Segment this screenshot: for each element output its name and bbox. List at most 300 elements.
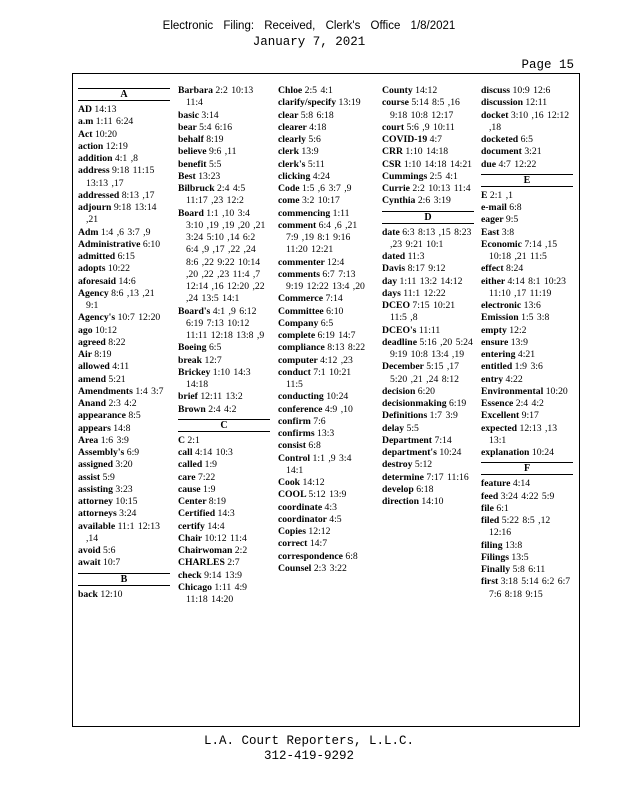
index-term: assigned — [78, 459, 113, 471]
index-entry — [481, 325, 573, 337]
index-term: Cummings — [382, 170, 428, 182]
index-term: back — [78, 588, 98, 600]
index-term: compliance — [278, 342, 325, 354]
page-line-refs: 6:10 — [326, 305, 344, 317]
index-term: first — [481, 576, 499, 588]
page-line-refs: 11:11 — [418, 324, 441, 336]
index-column-2 — [178, 85, 270, 606]
index-entry — [382, 386, 474, 398]
page-line-refs: 4:14 10:3 — [194, 447, 233, 458]
index-term: clarify/specify — [278, 97, 337, 109]
page-line-refs: 13:9 — [301, 146, 319, 158]
index-entry — [178, 134, 270, 146]
section-letter: D — [382, 211, 474, 224]
index-frame — [72, 73, 580, 727]
index-entry — [78, 288, 170, 313]
page-line-refs: 6:8 — [509, 202, 522, 213]
index-entry — [278, 134, 370, 146]
index-term: feature — [481, 478, 511, 490]
index-entry — [78, 190, 170, 202]
index-term: clear — [278, 109, 299, 121]
page-line-refs: 1:6 3:9 — [100, 434, 129, 446]
index-term: Amendments — [78, 385, 133, 397]
page-line-refs: 2:3 3:22 — [313, 562, 347, 574]
page-line-refs: 12:12 — [308, 526, 331, 537]
page-line-refs: 6:20 — [417, 385, 436, 397]
page-line-refs: 14:8 — [113, 422, 131, 434]
page-line-refs: 10:9 12:6 — [512, 85, 551, 96]
page-line-refs: 5:5 — [208, 158, 222, 170]
page-line-refs: 8:24 — [506, 263, 524, 275]
page-line-refs: 6:7 7:13 9:19 12:22 13:4 ,20 — [286, 268, 365, 292]
index-term: Boeing — [178, 342, 207, 354]
index-entry — [178, 146, 270, 158]
index-entry — [178, 391, 270, 403]
index-entry — [78, 276, 170, 288]
page-line-refs: 5:6 — [103, 545, 116, 556]
page-line-refs: 8:5 — [128, 410, 141, 422]
index-entry — [178, 208, 270, 306]
index-entry — [78, 312, 170, 324]
index-entry — [178, 582, 270, 607]
index-term: day — [382, 275, 398, 287]
page-line-refs: 5:5 — [406, 422, 419, 434]
index-entry — [178, 533, 270, 545]
index-entry — [178, 171, 270, 183]
page-line-refs: 10:20 — [545, 385, 568, 397]
index-term: Brown — [178, 403, 206, 415]
index-term: develop — [382, 483, 414, 495]
page-line-refs: 4:14 — [512, 478, 531, 490]
index-term: bear — [178, 121, 197, 133]
index-entry — [178, 367, 270, 392]
index-entry — [481, 503, 573, 515]
page-line-refs: 6:4 ,6 ,21 7:9 ,19 8:1 9:16 11:20 12:21 — [286, 219, 358, 256]
page-line-refs: 8:13 8:22 — [327, 342, 366, 354]
index-entry — [278, 293, 370, 305]
index-term: Assembly's — [78, 447, 125, 458]
index-term: direction — [382, 496, 419, 507]
page-line-refs: 4:18 — [309, 121, 327, 133]
index-term: deadline — [382, 336, 417, 348]
index-entry — [78, 398, 170, 410]
index-entry — [382, 410, 474, 422]
index-entry — [481, 337, 573, 349]
index-entry — [78, 589, 170, 601]
page-line-refs: 1:10 14:3 14:18 — [186, 366, 251, 390]
page-line-refs: 5:15 ,17 5:20 ,21 ,24 8:12 — [390, 361, 459, 385]
index-entry — [382, 85, 474, 97]
page-line-refs: 9:18 13:14 ,21 — [86, 202, 157, 226]
page-line-refs: 14:12 — [302, 477, 325, 488]
index-term: course — [382, 97, 409, 109]
index-term: ensure — [481, 336, 509, 348]
index-term: Department — [382, 434, 433, 446]
section-letter: B — [78, 573, 170, 586]
index-entry — [481, 374, 573, 386]
page-line-refs: 6:3 8:13 ,15 8:23 ,23 9:21 10:1 — [390, 226, 472, 250]
index-term: Brickey — [178, 366, 211, 378]
index-term: believe — [178, 146, 207, 158]
page-line-refs: 1:9 3:6 — [514, 361, 543, 373]
page-line-refs: 5:9 — [102, 471, 115, 483]
index-entry — [382, 134, 474, 146]
index-term: allowed — [78, 361, 110, 373]
page-line-refs: 13:5 — [511, 551, 529, 563]
page-line-refs: 1:5 ,6 3:7 ,9 — [301, 183, 352, 194]
index-term: avoid — [78, 545, 101, 556]
index-entry — [481, 85, 573, 97]
page-line-refs: 7:14 ,15 10:18 ,21 11:5 — [489, 238, 558, 262]
index-term: delay — [382, 422, 405, 434]
index-term: benefit — [178, 158, 207, 170]
page-line-refs: 6:19 14:7 — [317, 330, 356, 341]
page-line-refs: 9:18 11:15 13:13 ,17 — [86, 165, 155, 189]
index-entry — [178, 472, 270, 484]
index-term: computer — [278, 354, 318, 366]
page-line-refs: 9:6 ,11 — [208, 146, 237, 158]
index-term: discuss — [481, 85, 511, 96]
index-term: confirms — [278, 428, 315, 439]
index-term: Currie — [382, 183, 410, 194]
index-entry — [278, 110, 370, 122]
page-line-refs: 5:6 ,9 10:11 — [406, 121, 455, 133]
index-term: dated — [382, 251, 406, 262]
page-line-refs: 3:14 — [201, 109, 219, 121]
page-line-refs: 8:6 ,13 ,21 9:1 — [86, 287, 155, 311]
index-entry — [382, 276, 474, 288]
index-entry — [278, 146, 370, 158]
index-entry — [481, 447, 573, 459]
index-term: Emission — [481, 312, 519, 324]
index-entry — [178, 521, 270, 533]
index-term: available — [78, 520, 116, 532]
page-line-refs: 5:8 6:11 — [512, 564, 546, 575]
index-term: Agency — [78, 287, 109, 299]
index-entry — [382, 361, 474, 386]
index-term: days — [382, 287, 401, 299]
page-line-refs: 10:20 — [94, 128, 118, 140]
index-term: filed — [481, 515, 500, 526]
page-line-refs: 7:22 — [198, 471, 216, 483]
page-line-refs: 1:10 14:18 14:21 — [403, 158, 473, 170]
index-term: Committee — [278, 305, 324, 317]
index-term: basic — [178, 109, 199, 121]
index-term: assisting — [78, 483, 113, 495]
page-line-refs: 8:17 9:12 — [407, 263, 446, 275]
index-column-4 — [382, 85, 474, 508]
page-line-refs: 1:4 3:7 — [135, 385, 164, 397]
page-line-refs: 1:9 — [204, 459, 218, 471]
index-entry — [78, 349, 170, 361]
index-term: Economic — [481, 238, 522, 250]
index-term: COOL — [278, 489, 306, 501]
page-line-refs: 4:21 — [517, 349, 536, 360]
page-line-refs: 4:7 — [429, 134, 443, 145]
page-line-refs: 10:7 — [103, 557, 121, 569]
index-term: conference — [278, 403, 323, 415]
index-entry — [278, 85, 370, 97]
index-entry — [382, 263, 474, 275]
index-entry — [78, 239, 170, 251]
index-term: Environmental — [481, 385, 544, 397]
index-entry — [278, 183, 370, 195]
index-term: confirm — [278, 415, 311, 427]
index-term: Control — [278, 452, 311, 464]
page-line-refs: 14:4 — [207, 520, 225, 532]
page-line-refs: 5:6 — [308, 134, 321, 145]
index-term: comment — [278, 219, 317, 231]
page-line-refs: 5:8 6:18 — [300, 109, 334, 121]
page-line-refs: 5:22 8:5 ,12 12:16 — [489, 515, 551, 539]
index-term: decisionmaking — [382, 398, 447, 409]
page-line-refs: 6:9 — [126, 447, 140, 458]
index-entry — [78, 496, 170, 508]
index-term: C — [178, 434, 185, 446]
index-term: clerk's — [278, 158, 306, 170]
page-line-refs: 7:14 — [325, 293, 343, 305]
page-line-refs: 5:21 — [108, 373, 126, 385]
index-entry — [278, 453, 370, 478]
index-term: clearer — [278, 121, 307, 133]
index-term: coordinator — [278, 513, 327, 525]
index-term: adopts — [78, 263, 106, 275]
section-letter: F — [481, 462, 573, 475]
index-entry — [278, 159, 370, 171]
page-line-refs: 6:5 — [208, 342, 222, 354]
page-line-refs: 11:1 12:22 — [403, 287, 446, 299]
index-entry — [278, 440, 370, 452]
reporter-company: L.A. Court Reporters, L.L.C. — [203, 734, 415, 748]
index-entry — [78, 423, 170, 435]
index-term: docketed — [481, 134, 519, 145]
index-entry — [278, 563, 370, 575]
filing-stamp: Electronic Filing: Received, Clerk's Office 1/8/2021 — [162, 20, 456, 32]
index-term: date — [382, 226, 400, 238]
index-term: aforesaid — [78, 275, 117, 287]
page-line-refs: 1:1 ,10 3:4 3:10 ,19 ,19 ,20 ,21 3:24 5:10 ,14 6:2 6:4 ,9 ,17 ,22 ,24 8:6 ,22 9:22 10:14 ,20 ,22 ,23 11:4 ,7 12:14 ,16 12:20 ,22 ,24 13:5 14:1 — [186, 207, 266, 305]
page-line-refs: 2:4 4:2 — [208, 403, 237, 415]
page-line-refs: 4:9 ,10 — [324, 403, 353, 415]
index-term: certify — [178, 520, 205, 532]
index-entry — [178, 508, 270, 520]
section-letter: E — [481, 174, 573, 187]
index-entry — [278, 367, 370, 392]
index-entry — [178, 183, 270, 208]
index-term: E — [481, 189, 488, 201]
index-entry — [278, 208, 370, 220]
page-line-refs: 12:4 — [327, 256, 345, 268]
index-term: department's — [382, 447, 437, 458]
index-entry — [78, 410, 170, 422]
index-term: Chairwoman — [178, 545, 233, 556]
page-line-refs: 13:3 — [317, 428, 335, 439]
page-line-refs: 12:10 — [100, 588, 123, 600]
page-line-refs: 8:13 ,17 — [121, 189, 155, 201]
index-entry — [178, 159, 270, 171]
index-term: COVID-19 — [382, 134, 428, 145]
index-entry — [382, 146, 474, 158]
page-line-refs: 14:12 — [415, 85, 438, 96]
index-term: Best — [178, 170, 196, 182]
index-term: adjourn — [78, 202, 112, 213]
index-term: break — [178, 354, 203, 366]
index-entry — [481, 146, 573, 158]
index-entry — [78, 141, 170, 153]
index-term: CSR — [382, 158, 402, 170]
page-line-refs: 2:2 10:13 11:4 — [186, 85, 254, 109]
page-line-refs: 12:13 ,13 13:1 — [489, 422, 558, 446]
index-entry — [481, 361, 573, 373]
index-entry — [481, 97, 573, 109]
index-term: Cook — [278, 477, 301, 488]
index-entry — [382, 447, 474, 459]
page-line-refs: 4:1 ,9 6:12 6:19 7:13 10:12 11:11 12:18 13:8 ,9 — [186, 305, 265, 341]
page-footer — [0, 734, 618, 764]
index-term: await — [78, 557, 101, 569]
index-term: feed — [481, 490, 499, 502]
index-entry — [278, 97, 370, 109]
page-line-refs: 1:9 — [203, 483, 216, 495]
index-term: Barbara — [178, 85, 213, 96]
page-line-refs: 14:3 — [217, 508, 235, 520]
index-term: eager — [481, 214, 504, 226]
index-entry — [178, 122, 270, 134]
page-line-refs: 7:17 11:16 — [426, 471, 469, 483]
page-line-refs: 5:14 8:5 ,16 9:18 10:8 12:17 — [390, 97, 460, 121]
page-line-refs: 13:19 — [338, 97, 361, 109]
index-entry — [178, 545, 270, 557]
index-entry — [382, 288, 474, 300]
page-line-refs: 5:11 — [307, 158, 325, 170]
page-line-refs: 10:24 — [531, 447, 554, 458]
index-entry — [382, 398, 474, 410]
index-entry — [178, 404, 270, 416]
page-line-refs: 12:11 — [525, 97, 548, 109]
index-column-3 — [278, 85, 370, 575]
page-line-refs: 3:21 — [524, 146, 542, 158]
page-line-refs: 9:17 — [521, 410, 539, 422]
index-term: CHARLES — [178, 557, 225, 569]
page-line-refs: 3:24 — [119, 508, 137, 520]
page-line-refs: 2:6 3:19 — [417, 195, 451, 207]
index-term: behalf — [178, 134, 204, 145]
index-entry — [382, 484, 474, 496]
index-term: Counsel — [278, 562, 312, 574]
index-entry — [481, 202, 573, 214]
page-line-refs: 7:15 10:21 11:5 ,8 — [390, 300, 456, 324]
index-entry — [382, 300, 474, 325]
index-entry — [278, 195, 370, 207]
index-column-1 — [78, 85, 170, 601]
index-term: Air — [78, 349, 92, 360]
index-entry — [481, 349, 573, 361]
index-term: e-mail — [481, 202, 507, 213]
index-term: assist — [78, 471, 101, 483]
index-entry — [78, 374, 170, 386]
page-line-refs: 13:8 — [504, 539, 523, 551]
page-line-refs: 6:5 — [320, 317, 334, 329]
index-entry — [382, 472, 474, 484]
page-line-refs: 1:11 — [332, 207, 350, 219]
page-line-refs: 5:12 — [414, 459, 433, 471]
page-line-refs: 1:10 14:18 — [405, 146, 449, 158]
index-term: brief — [178, 391, 198, 403]
index-term: file — [481, 502, 494, 514]
index-entry — [278, 514, 370, 526]
page-line-refs: 14:10 — [421, 496, 444, 507]
index-term: conducting — [278, 391, 324, 403]
index-term: Certified — [178, 508, 216, 520]
index-entry — [178, 570, 270, 582]
index-entry — [481, 540, 573, 552]
page-line-refs: 4:7 12:22 — [498, 158, 537, 170]
index-entry — [481, 515, 573, 540]
page-line-refs: 13:6 — [523, 300, 541, 311]
index-entry — [278, 330, 370, 342]
index-term: Agency's — [78, 312, 116, 324]
page-line-refs: 2:2 — [234, 545, 248, 556]
index-entry — [78, 202, 170, 227]
page-line-refs: 1:4 ,6 3:7 ,9 — [100, 226, 151, 238]
index-entry — [481, 386, 573, 398]
index-entry — [78, 521, 170, 546]
page-line-refs: 2:1 — [187, 434, 200, 446]
index-entry — [78, 484, 170, 496]
index-term: Board — [178, 207, 204, 219]
index-entry — [382, 171, 474, 183]
index-entry — [481, 190, 573, 202]
index-entry — [178, 459, 270, 471]
index-term: Definitions — [382, 410, 428, 422]
index-term: Cynthia — [382, 195, 416, 207]
index-term: comments — [278, 268, 320, 280]
index-entry — [481, 423, 573, 448]
index-term: correspondence — [278, 550, 343, 562]
page-line-refs: 9:14 13:9 — [204, 569, 242, 581]
index-entry — [78, 508, 170, 520]
page-line-refs: 14:6 — [118, 275, 136, 287]
index-entry — [178, 484, 270, 496]
index-entry — [278, 171, 370, 183]
page-line-refs: 1:11 13:2 14:12 — [399, 275, 463, 287]
page-line-refs: 7:14 — [434, 434, 452, 446]
index-entry — [78, 165, 170, 190]
index-entry — [278, 306, 370, 318]
page-line-refs: 6:8 — [308, 440, 321, 452]
index-entry — [78, 153, 170, 165]
page-line-refs: 12:19 — [105, 140, 128, 152]
index-entry — [382, 325, 474, 337]
index-term: admitted — [78, 251, 116, 262]
page-line-refs: 10:24 — [326, 391, 349, 403]
page-line-refs: 4:11 — [112, 361, 130, 373]
section-letter: A — [78, 88, 170, 101]
index-entry — [78, 386, 170, 398]
page-line-refs: 8:19 — [206, 134, 224, 145]
index-term: Filings — [481, 551, 509, 563]
page-line-refs: 3:20 — [115, 459, 133, 471]
index-entry — [481, 159, 573, 171]
index-term: commencing — [278, 207, 331, 219]
index-entry — [78, 251, 170, 263]
page-line-refs: 12:7 — [204, 354, 222, 366]
page-line-refs: 12:2 — [509, 324, 527, 336]
index-term: effect — [481, 263, 504, 275]
index-entry — [382, 496, 474, 508]
index-entry — [78, 459, 170, 471]
index-term: CRR — [382, 146, 403, 158]
